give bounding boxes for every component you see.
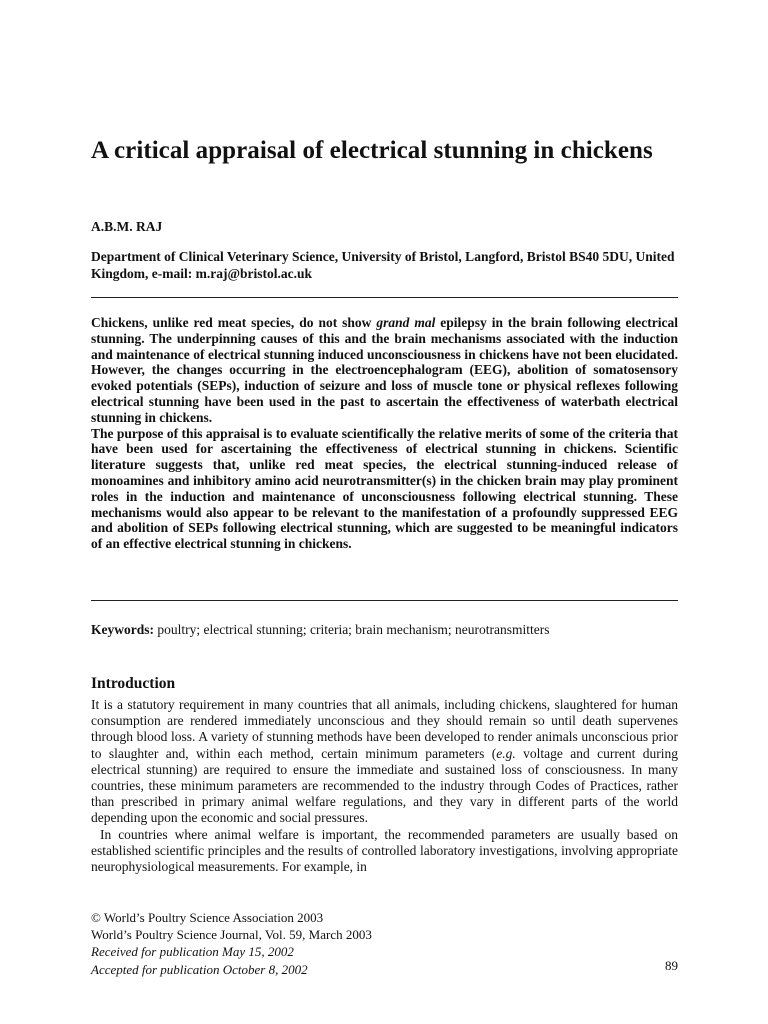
introduction-emphasis: e.g. <box>496 745 516 761</box>
copyright-line: © World’s Poultry Science Association 2003 <box>91 910 324 925</box>
accepted-date: Accepted for publication October 8, 2002 <box>91 961 308 977</box>
received-date: Received for publication May 15, 2002 <box>91 944 294 960</box>
abstract <box>91 315 678 552</box>
author-affiliation: Department of Clinical Veterinary Science, University of Bristol, Langford, Bristol BS40 5DU, United Kingdom, e-mail: m.raj@bristol.ac.uk <box>91 249 675 281</box>
abstract-emphasis: grand mal <box>376 315 436 330</box>
keywords-text: poultry; electrical stunning; criteria; brain mechanism; neurotransmitters <box>154 622 550 637</box>
divider-bottom <box>91 600 678 601</box>
publication-footer <box>91 909 678 978</box>
page-number: 89 <box>665 958 678 973</box>
article-title: A critical appraisal of electrical stunning in chickens <box>91 137 653 164</box>
introduction-paragraph-2: In countries where animal welfare is important, the recommended parameters are usually based on established scientific principles and the results of controlled laboratory investigations, involving appropriate neurophysiological measurements. For example, in <box>91 826 678 875</box>
introduction-paragraph-1: It is a statutory requirement in many countries that all animals, including chickens, slaughtered for human consumption are rendered immediately unconscious and they should remain so until death supervenes through blood loss. A variety of stunning methods have been developed to render animals unconscious prior to slaughter and, within each method, certain minimum parameters (e.g. voltage and current during electrical stunning) are required to ensure the immediate and sustained loss of consciousness. In many countries, these minimum parameters are recommended to the industry through Codes of Practices, rather than prescribed in primary animal welfare regulations, and they vary in different parts of the world depending upon the economic and social pressures. <box>91 697 678 826</box>
abstract-paragraph-1: Chickens, unlike red meat species, do not show grand mal epilepsy in the brain following electrical stunning. The underpinning causes of this and the brain mechanisms associated with the induction and maintenance of electrical stunning induced unconsciousness in chickens have not been elucidated. However, the changes occurring in the electroencephalogram (EEG), abolition of somatosensory evoked potentials (SEPs), induction of seizure and loss of muscle tone or physical reflexes following electrical stunning have been used in the past to ascertain the effectiveness of waterbath electrical stunning in chickens. <box>91 315 678 425</box>
keywords-label: Keywords: <box>91 622 154 637</box>
journal-citation: World’s Poultry Science Journal, Vol. 59, March 2003 <box>91 927 372 943</box>
introduction-body <box>91 697 678 875</box>
paper-page <box>91 0 678 1024</box>
abstract-paragraph-2: The purpose of this appraisal is to evaluate scientifically the relative merits of some of the criteria that have been used for ascertaining the effectiveness of electrical stunning in chickens. Scientific literature suggests that, unlike red meat species, the electrical stunning-induced release of monoamines and inhibitory amino acid neurotransmitter(s) in the chicken brain may play prominent roles in the induction and maintenance of unconsciousness following electrical stunning. These mechanisms would also appear to be relevant to the manifestation of a profoundly suppressed EEG and abolition of SEPs following electrical stunning, which are suggested to be meaningful indicators of an effective electrical stunning in chickens. <box>91 425 678 552</box>
section-heading-introduction: Introduction <box>91 675 176 692</box>
author-name: A.B.M. RAJ <box>91 219 163 234</box>
divider-top <box>91 297 678 298</box>
keywords <box>91 621 678 638</box>
